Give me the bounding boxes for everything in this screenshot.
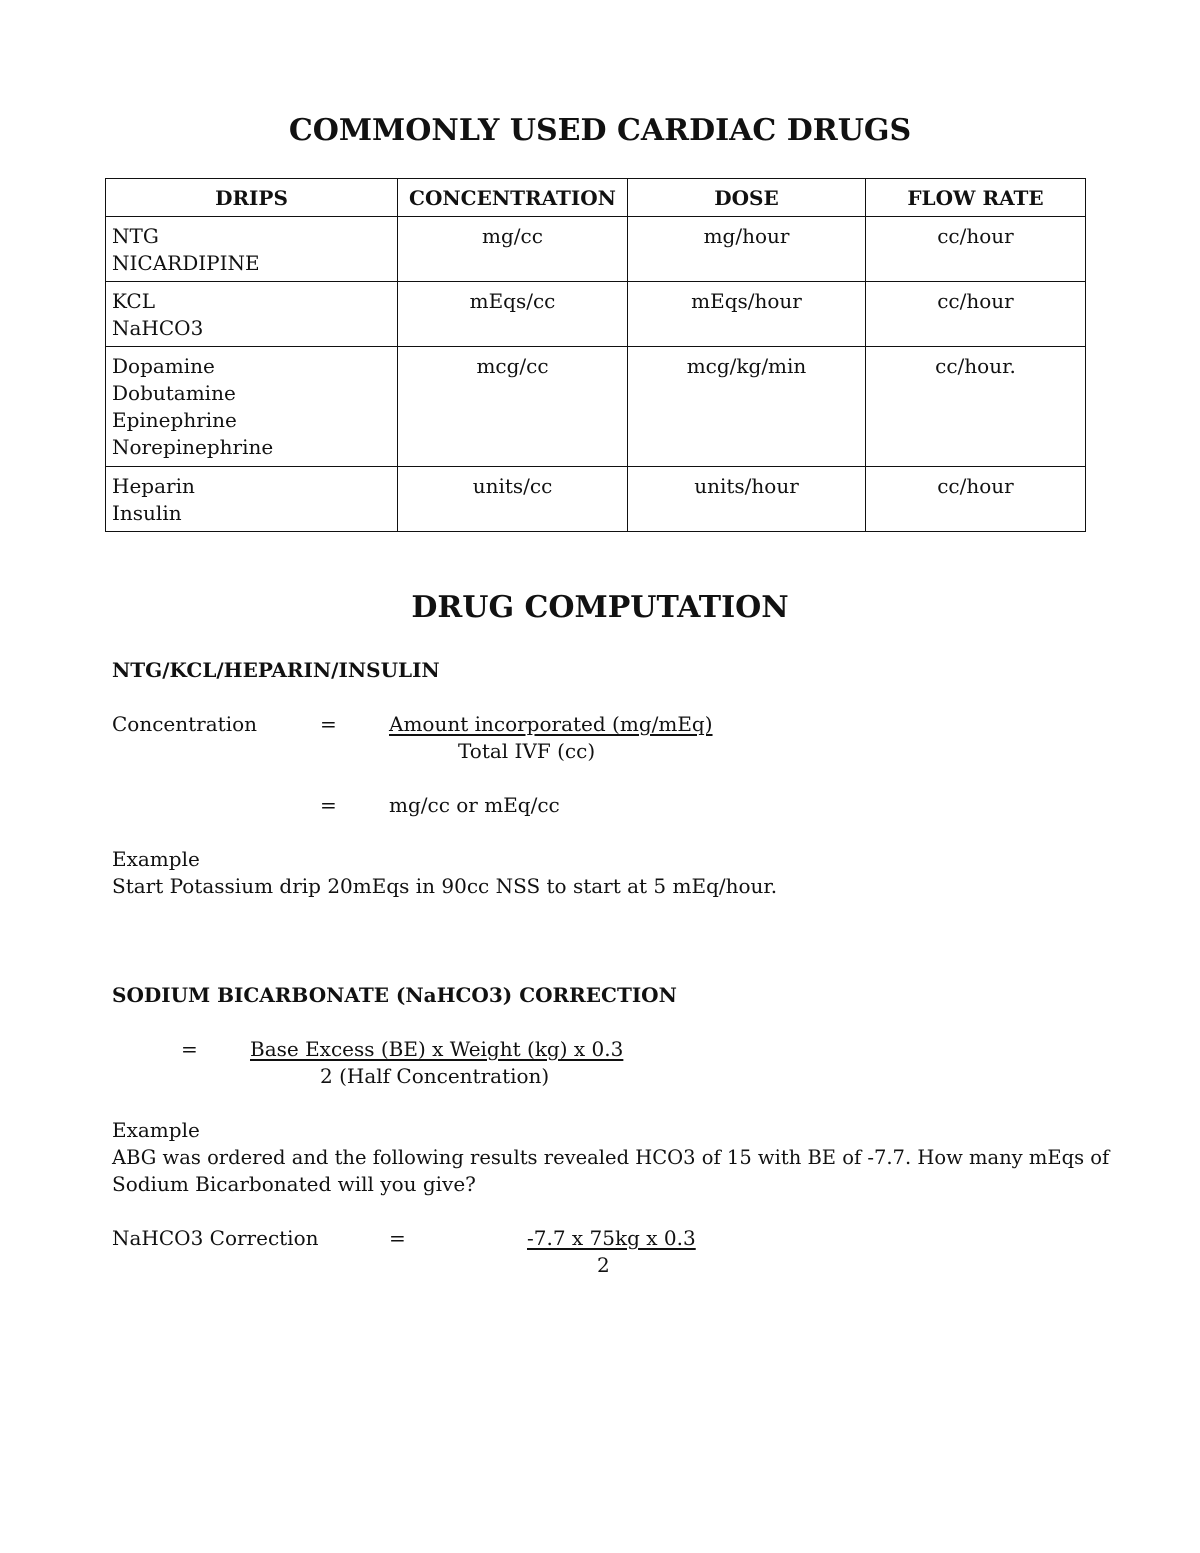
example-label: Example <box>112 1118 200 1142</box>
cell-concentration: mcg/cc <box>398 347 628 467</box>
cell-drips <box>106 347 398 467</box>
cell-dose: units/hour <box>628 467 866 532</box>
cell-dose: mg/hour <box>628 217 866 282</box>
equals-sign: = <box>181 1037 198 1061</box>
cardiac-drugs-table <box>105 178 1086 532</box>
drip-name: NTG <box>112 224 159 248</box>
drip-name: KCL <box>112 289 155 313</box>
table-row <box>106 217 1086 282</box>
table-row <box>106 467 1086 532</box>
formula-label: Concentration <box>112 712 258 736</box>
drip-name: Heparin <box>112 474 195 498</box>
section-heading: NTG/KCL/HEPARIN/INSULIN <box>112 658 440 682</box>
example-text: Start Potassium drip 20mEqs in 90cc NSS to start at 5 mEq/hour. <box>112 874 778 898</box>
table-row <box>106 347 1086 467</box>
example-text: ABG was ordered and the following results revealed HCO3 of 15 with BE of -7.7. How many mEqs of <box>112 1146 1110 1169</box>
page-title: COMMONLY USED CARDIAC DRUGS <box>288 113 912 148</box>
formula-denominator: Total IVF (cc) <box>458 739 596 763</box>
table-header-row <box>106 179 1086 217</box>
drip-name: Norepinephrine <box>112 435 274 459</box>
equals-sign: = <box>389 1226 406 1250</box>
calc-label: NaHCO3 Correction <box>112 1226 319 1250</box>
formula-result: mg/cc or mEq/cc <box>389 793 560 817</box>
header-drips: DRIPS <box>106 179 398 217</box>
cell-concentration: units/cc <box>398 467 628 532</box>
equals-sign: = <box>320 793 337 817</box>
equals-sign: = <box>320 712 337 736</box>
cell-drips <box>106 282 398 347</box>
formula-numerator: Base Excess (BE) x Weight (kg) x 0.3 <box>250 1037 624 1061</box>
header-flow-rate: FLOW RATE <box>866 179 1086 217</box>
calc-numerator: -7.7 x 75kg x 0.3 <box>527 1226 696 1250</box>
cell-flow-rate: cc/hour <box>866 217 1086 282</box>
drip-name: Dobutamine <box>112 381 236 405</box>
drip-name: Insulin <box>112 501 182 525</box>
cell-concentration: mEqs/cc <box>398 282 628 347</box>
cell-flow-rate: cc/hour. <box>866 347 1086 467</box>
cell-flow-rate: cc/hour <box>866 467 1086 532</box>
cell-dose: mcg/kg/min <box>628 347 866 467</box>
computation-title: DRUG COMPUTATION <box>411 590 789 625</box>
calc-denominator: 2 <box>597 1253 610 1277</box>
drip-name: NICARDIPINE <box>112 251 260 275</box>
drip-name: NaHCO3 <box>112 316 204 340</box>
cell-drips <box>106 217 398 282</box>
cell-dose: mEqs/hour <box>628 282 866 347</box>
cell-drips <box>106 467 398 532</box>
header-dose: DOSE <box>628 179 866 217</box>
formula-numerator: Amount incorporated (mg/mEq) <box>389 712 713 736</box>
section-heading: SODIUM BICARBONATE (NaHCO3) CORRECTION <box>112 983 677 1007</box>
cell-flow-rate: cc/hour <box>866 282 1086 347</box>
drip-name: Dopamine <box>112 354 215 378</box>
table-row <box>106 282 1086 347</box>
drip-name: Epinephrine <box>112 408 237 432</box>
formula-denominator: 2 (Half Concentration) <box>320 1064 550 1088</box>
example-text: Sodium Bicarbonated will you give? <box>112 1172 476 1196</box>
example-label: Example <box>112 847 200 871</box>
header-concentration: CONCENTRATION <box>398 179 628 217</box>
cell-concentration: mg/cc <box>398 217 628 282</box>
